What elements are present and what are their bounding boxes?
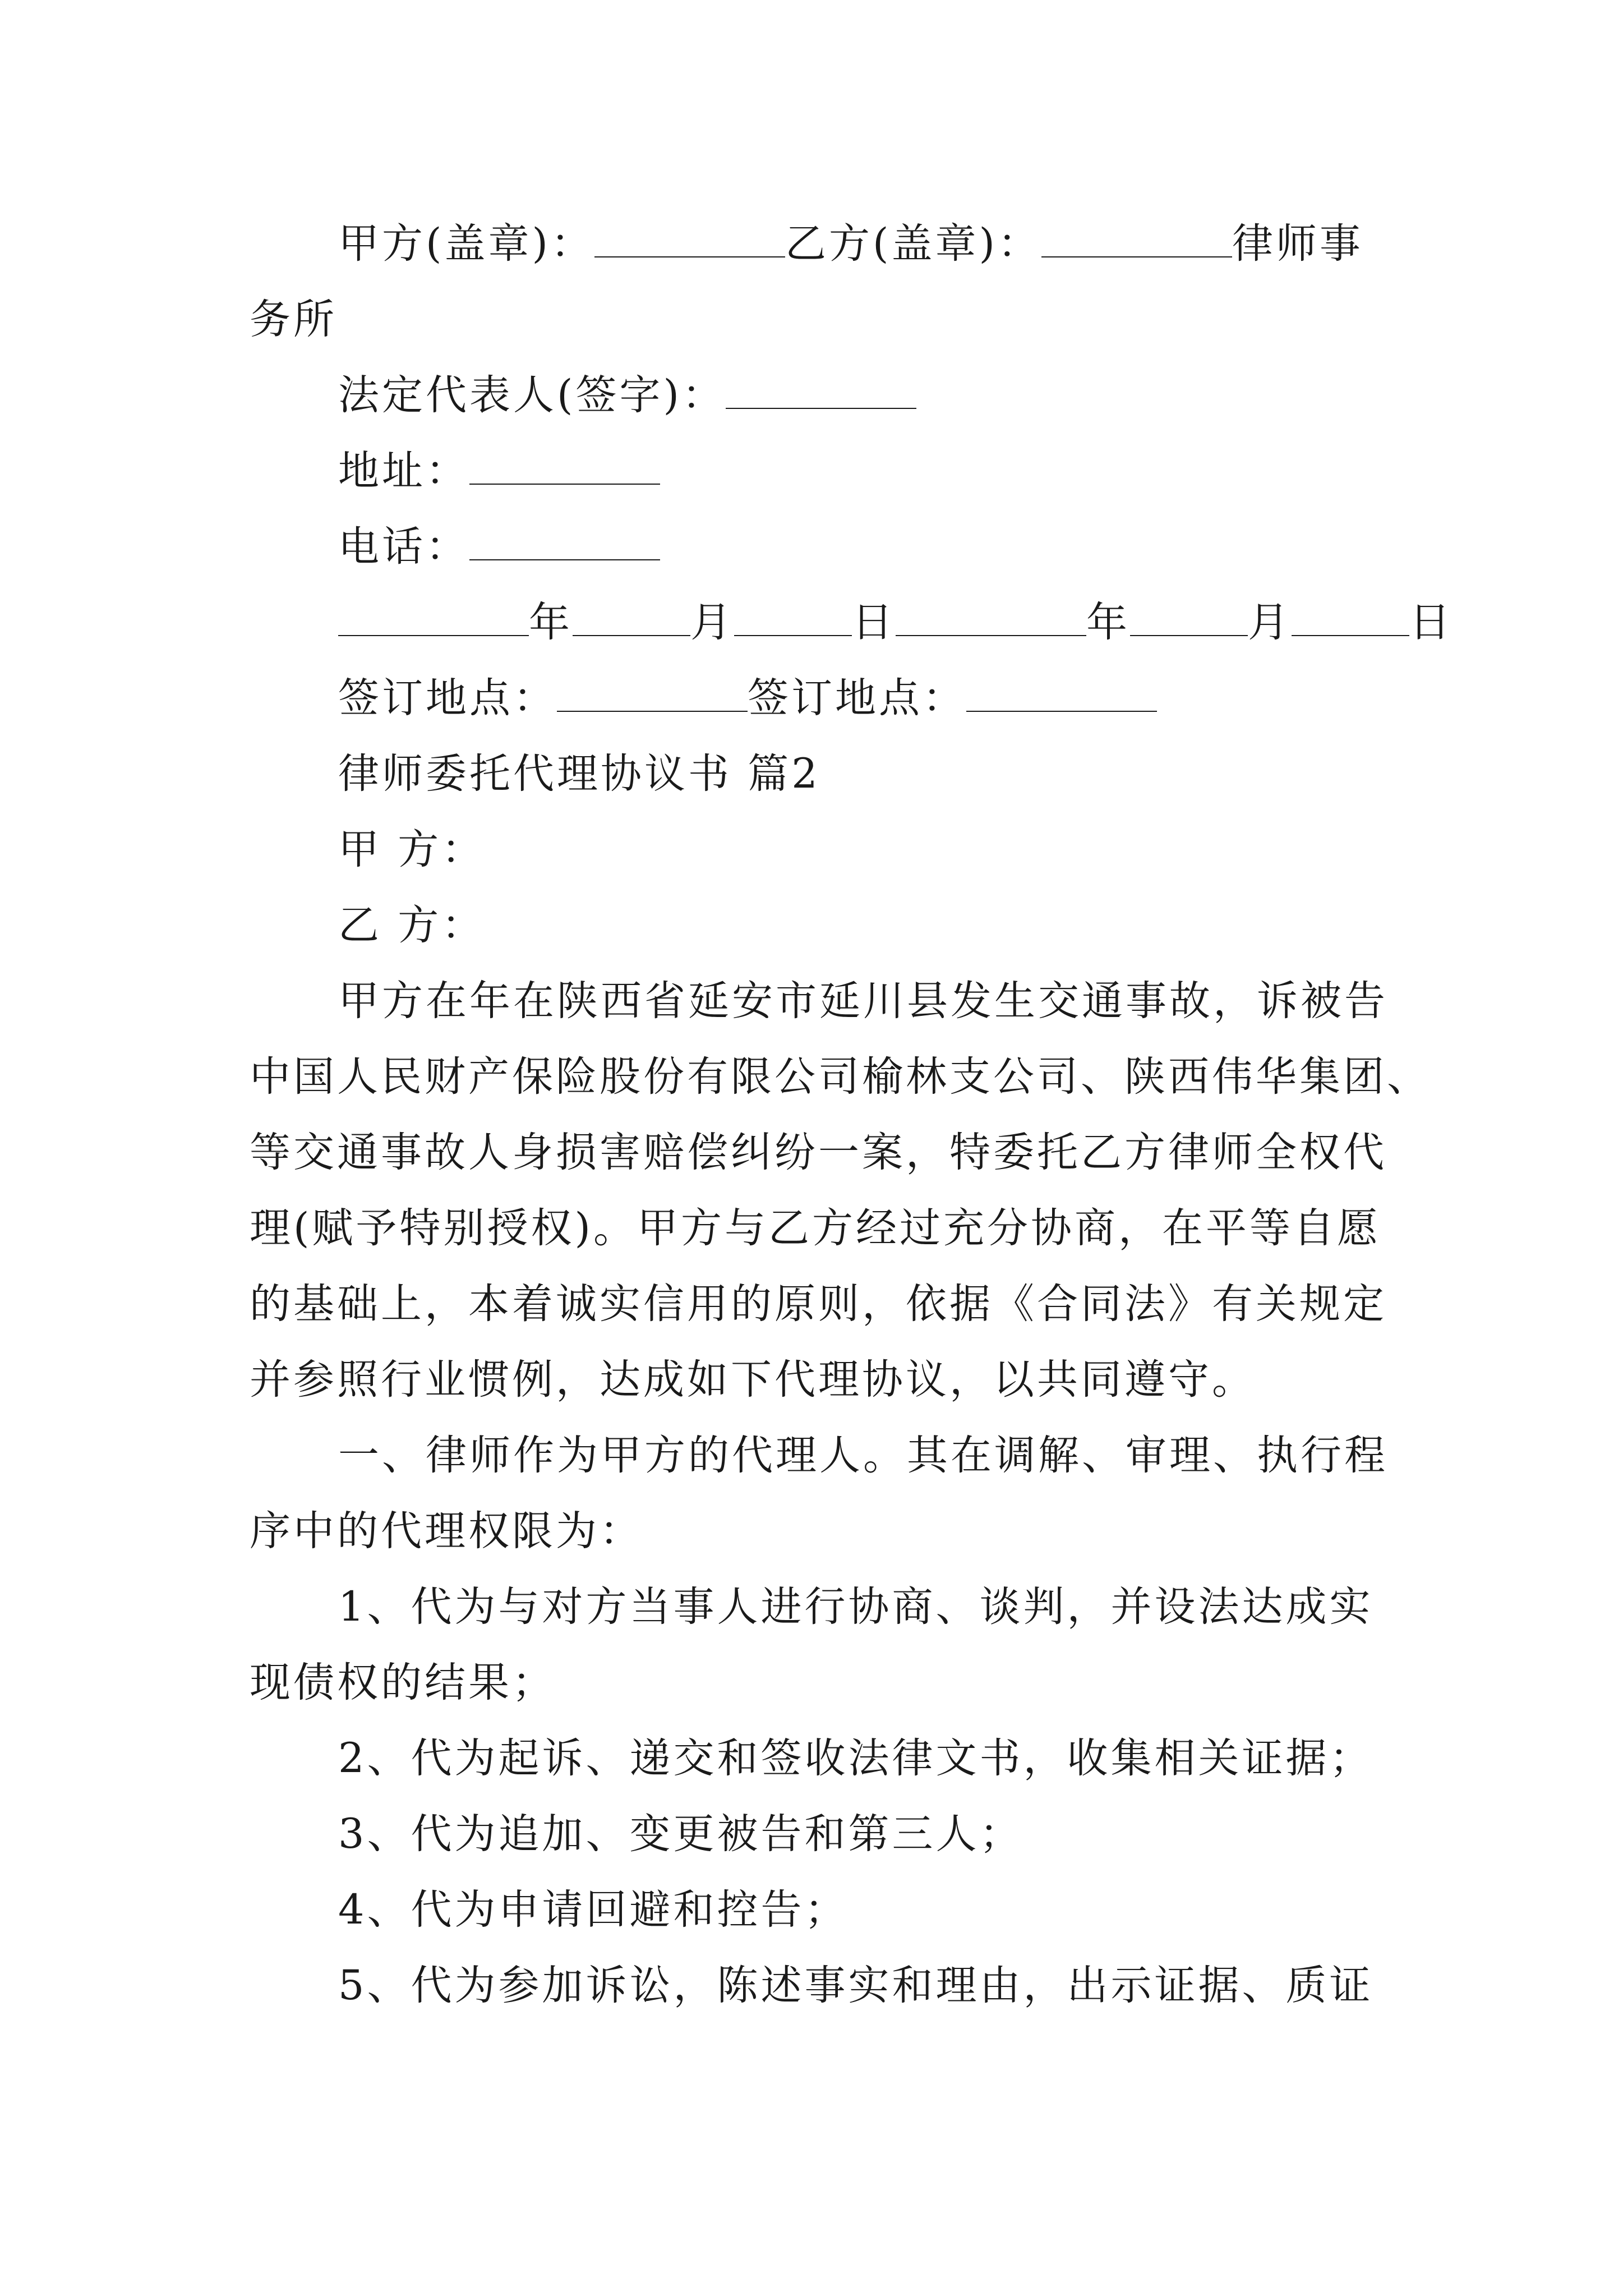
firm-suffix-2: 务所: [250, 296, 337, 343]
phone-blank[interactable]: [469, 520, 660, 560]
legal-rep-label: 法定代表人(签字)：: [338, 371, 726, 419]
address-blank[interactable]: [469, 444, 660, 485]
date-day-a-label: 日: [852, 599, 896, 646]
body-line: 的基础上，本着诚实信用的原则，依据《合同法》有关规定: [250, 1280, 1387, 1328]
legal-rep-row: [338, 367, 916, 424]
sign-place-row: [338, 670, 1157, 726]
firm-suffix-line: [250, 292, 337, 348]
date-year-b-blank[interactable]: [896, 596, 1086, 636]
clause-heading: 一、律师作为甲方的代理人。其在调解、审理、执行程: [338, 1432, 1388, 1479]
clause-item: 3、代为追加、变更被告和第三人；: [338, 1810, 1023, 1858]
date-day-a-blank[interactable]: [734, 596, 852, 636]
date-month-b-label: 月: [1248, 599, 1292, 646]
date-year-a-blank[interactable]: [338, 596, 529, 636]
sign-place-b-blank[interactable]: [966, 671, 1157, 712]
sign-place-b-label: 签订地点：: [748, 674, 966, 722]
body-line: 并参照行业惯例，达成如下代理协议，以共同遵守。: [250, 1356, 1256, 1404]
body-line: 中国人民财产保险股份有限公司榆林支公司、陕西伟华集团、: [250, 1053, 1431, 1101]
date-month-a-blank[interactable]: [573, 596, 690, 636]
address-row: [338, 443, 660, 499]
body-line: 理(赋予特别授权)。甲方与乙方经过充分协商，在平等自愿: [250, 1204, 1381, 1252]
clause-item: 4、代为申请回避和控告；: [338, 1886, 849, 1934]
party-b-line: 乙 方：: [338, 901, 486, 949]
date-row: [338, 595, 1453, 651]
party-a-seal-label: 甲方(盖章)：: [338, 220, 594, 268]
party-b-seal-label: 乙方(盖章)：: [785, 220, 1041, 268]
address-label: 地址：: [338, 447, 469, 495]
phone-row: [338, 519, 660, 575]
section-title: 律师委托代理协议书 篇2: [338, 750, 820, 798]
clause-item: 1、代为与对方当事人进行协商、谈判，并设法达成实: [338, 1583, 1373, 1631]
body-line: 等交通事故人身损害赔偿纠纷一案，特委托乙方律师全权代: [250, 1129, 1387, 1176]
date-month-a-label: 月: [690, 599, 734, 646]
date-day-b-blank[interactable]: [1292, 596, 1409, 636]
legal-rep-blank[interactable]: [726, 369, 916, 409]
party-a-line: 甲 方：: [338, 826, 486, 873]
date-month-b-blank[interactable]: [1130, 596, 1248, 636]
party-b-seal-blank[interactable]: [1041, 217, 1232, 257]
date-year-a-label: 年: [529, 599, 573, 646]
phone-label: 电话：: [338, 523, 469, 570]
date-day-b-label: 日: [1409, 599, 1453, 646]
body-line: 甲方在年在陕西省延安市延川县发生交通事故，诉被告: [338, 977, 1388, 1025]
firm-suffix-1: 律师事: [1232, 220, 1363, 268]
body-line: 现债权的结果；: [250, 1659, 556, 1706]
signature-row-parties: [338, 216, 1363, 272]
sign-place-a-blank[interactable]: [557, 671, 748, 712]
party-a-seal-blank[interactable]: [594, 217, 785, 257]
clause-item: 5、代为参加诉讼，陈述事实和理由，出示证据、质证: [338, 1962, 1373, 2009]
body-line: 序中的代理权限为：: [250, 1507, 643, 1555]
sign-place-a-label: 签订地点：: [338, 674, 557, 722]
clause-item: 2、代为起诉、递交和签收法律文书，收集相关证据；: [338, 1734, 1373, 1782]
date-year-b-label: 年: [1086, 599, 1130, 646]
